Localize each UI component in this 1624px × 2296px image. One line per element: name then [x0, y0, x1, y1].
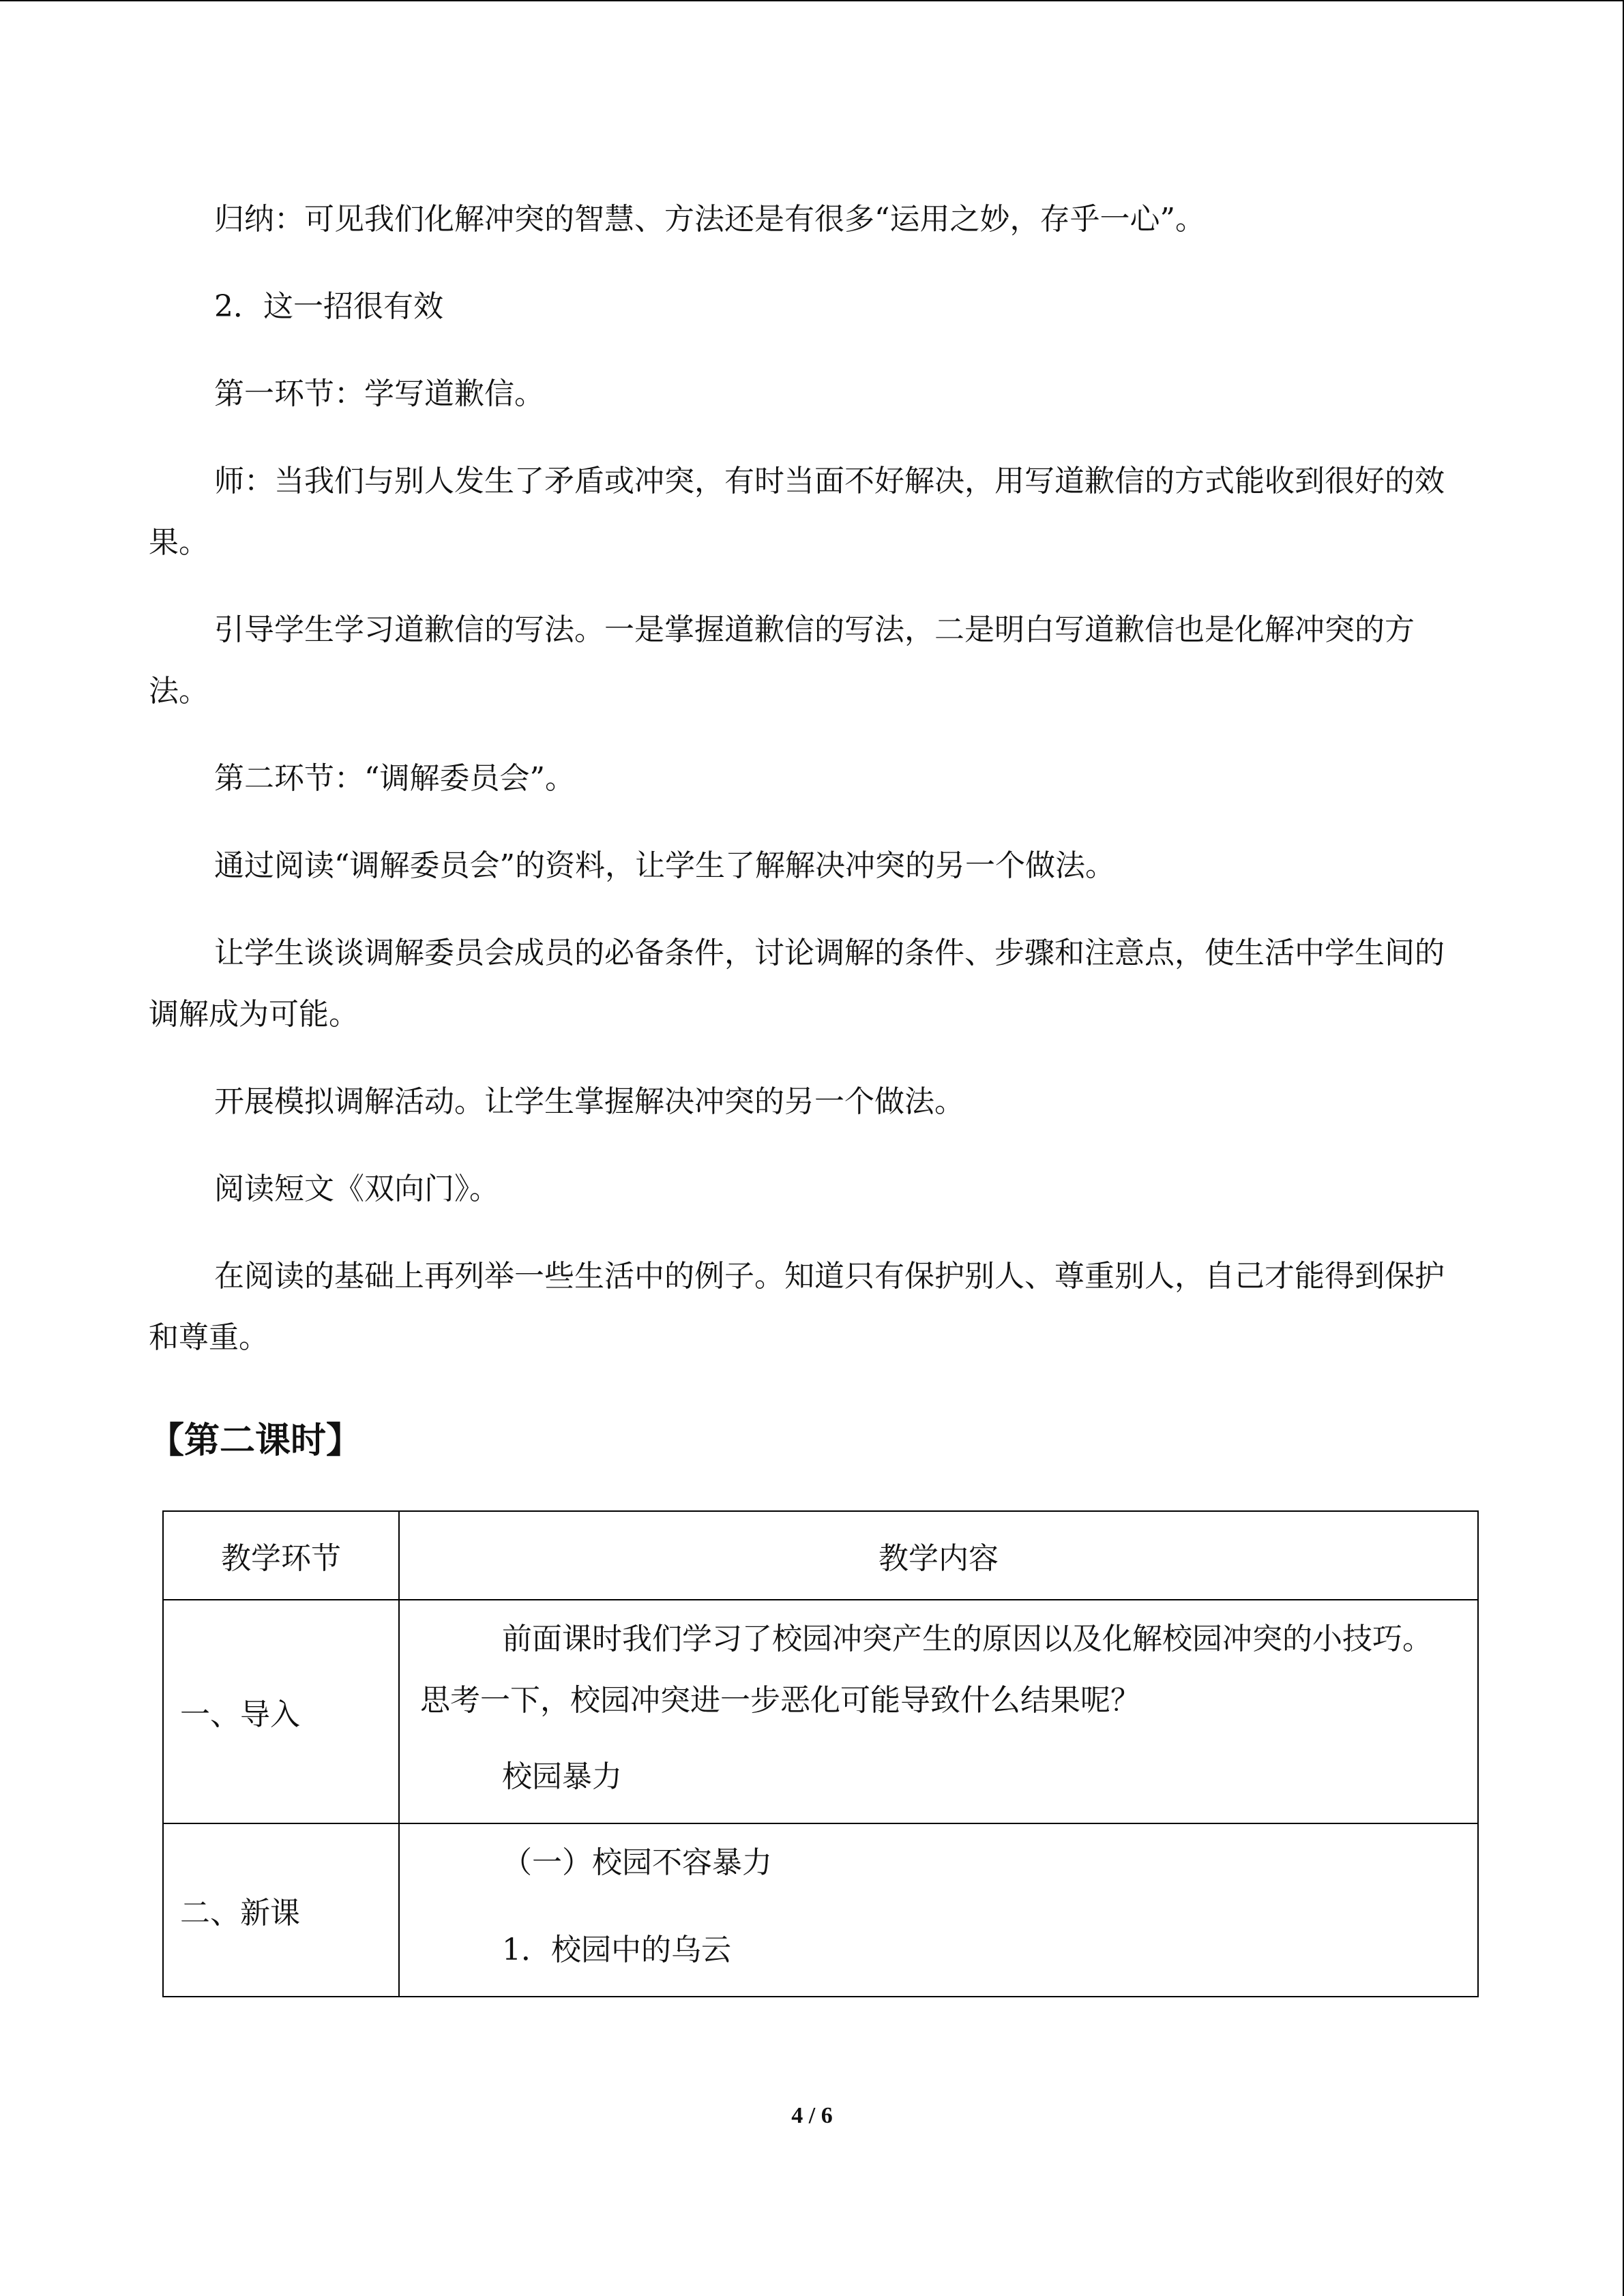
stage-cell	[163, 1600, 399, 1823]
body-text	[149, 189, 1458, 1395]
stage-cell	[163, 1823, 399, 1997]
paragraph: 通过阅读“调解委员会”的资料，让学生了解解决冲突的另一个做法。	[214, 848, 1115, 883]
table-row	[163, 1600, 1478, 1823]
table-row	[163, 1823, 1478, 1997]
content-line: 1．校园中的乌云	[502, 1933, 731, 1967]
page-number: 4 / 6	[791, 2103, 833, 2128]
paragraph: 归纳：可见我们化解冲突的智慧、方法还是有很多“运用之妙，存乎一心”。	[214, 202, 1205, 237]
paragraph: 让学生谈谈调解委员会成员的必备条件，讨论调解的条件、步骤和注意点，使生活中学生间的调解成为可能。	[149, 936, 1445, 1032]
content-line: （一）校园不容暴力	[502, 1845, 772, 1880]
paragraph: 2．这一招很有效	[214, 289, 443, 324]
content-cell	[399, 1600, 1478, 1823]
content-line: 前面课时我们学习了校园冲突产生的原因以及化解校园冲突的小技巧。思考一下，校园冲突进一步恶化可能导致什么结果呢？	[420, 1622, 1432, 1718]
stage-label: 二、新课	[180, 1896, 300, 1930]
header-cell-content: 教学内容	[399, 1511, 1478, 1600]
paragraph: 第一环节：学写道歉信。	[214, 376, 544, 411]
content-line: 校园暴力	[502, 1759, 622, 1794]
paragraph: 第二环节：“调解委员会”。	[214, 761, 575, 796]
content-cell	[399, 1823, 1478, 1997]
stage-label: 一、导入	[180, 1697, 300, 1732]
header-cell-stage: 教学环节	[163, 1511, 399, 1600]
content-block	[400, 1600, 1477, 1823]
paragraph: 阅读短文《双向门》。	[214, 1172, 499, 1206]
lesson-table	[162, 1510, 1479, 1997]
paragraph: 引导学生学习道歉信的写法。一是掌握道歉信的写法，二是明白写道歉信也是化解冲突的方法。	[149, 612, 1415, 709]
content-block	[400, 1824, 1477, 1996]
paragraph: 开展模拟调解活动。让学生掌握解决冲突的另一个做法。	[214, 1084, 964, 1119]
paragraph: 师：当我们与别人发生了矛盾或冲突，有时当面不好解决，用写道歉信的方式能收到很好的效果。	[149, 464, 1445, 560]
section-heading: 【第二课时】	[149, 1420, 362, 1461]
paragraph: 在阅读的基础上再列举一些生活中的例子。知道只有保护别人、尊重别人，自己才能得到保护和尊重。	[149, 1259, 1445, 1355]
table-header-row	[163, 1511, 1478, 1600]
